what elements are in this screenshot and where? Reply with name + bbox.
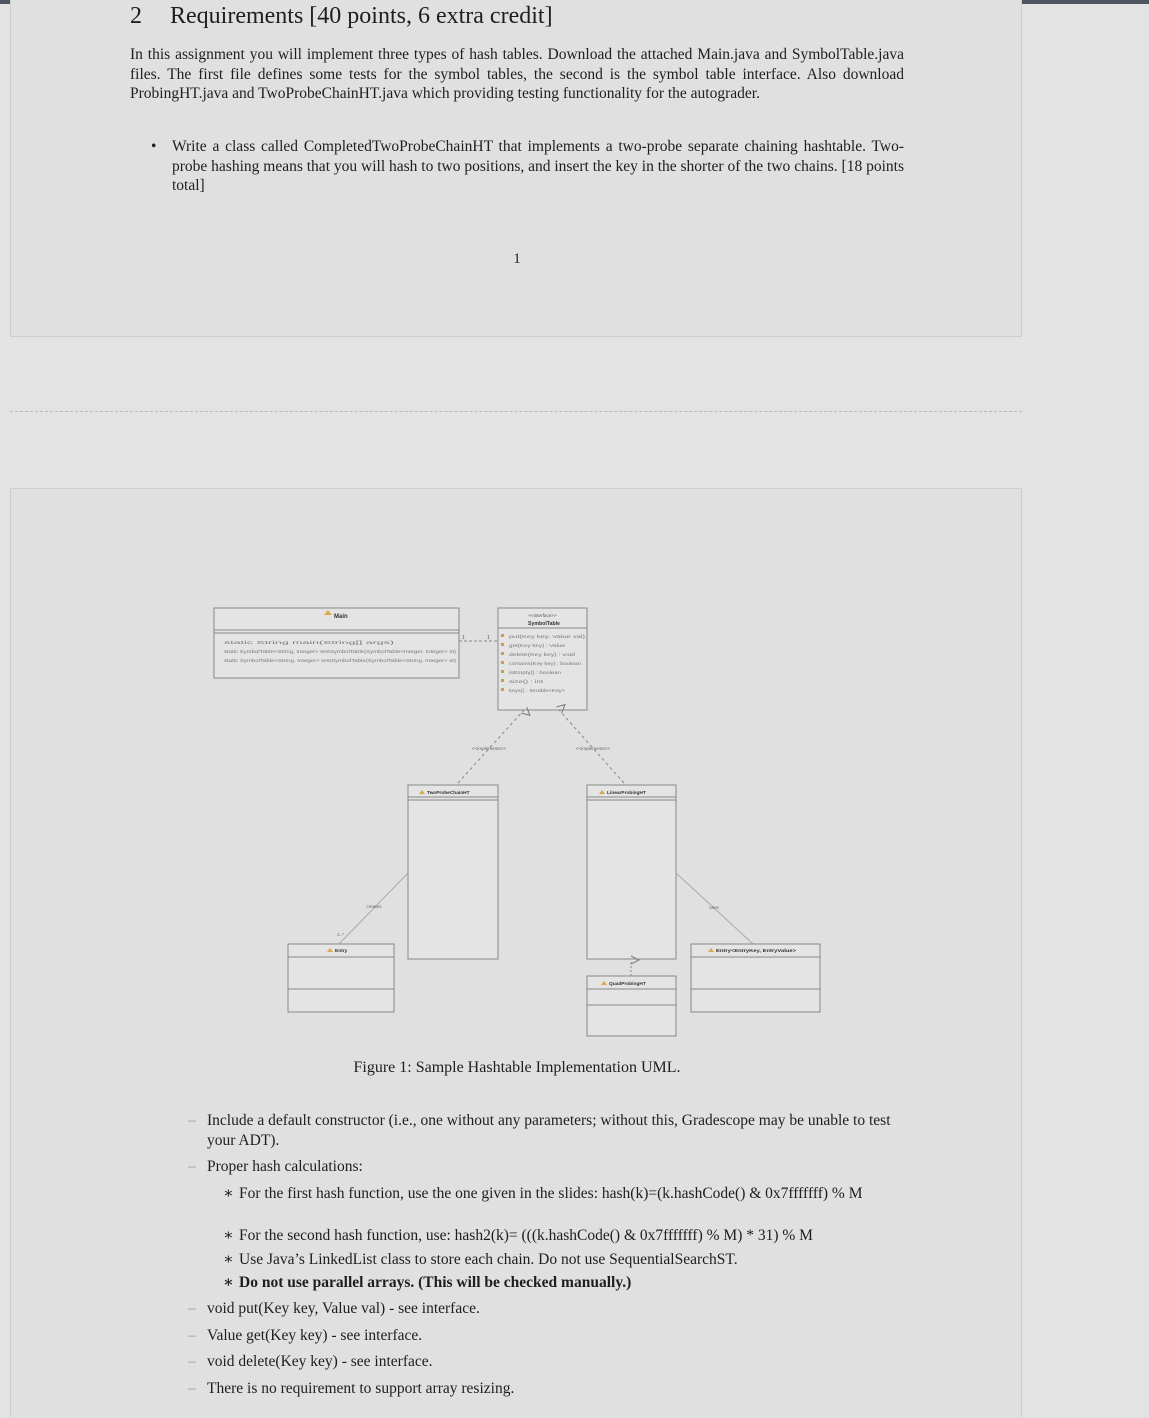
main-mult-left: 1 (462, 635, 465, 641)
method-icon (501, 643, 504, 646)
interface-method-4: contains(Key key) : boolean (509, 661, 582, 666)
req-get (188, 1326, 907, 1346)
interface-method-6: size() : int (509, 679, 545, 684)
sub-hash2 (223, 1226, 907, 1246)
bullet-text: Write a class called CompletedTwoProbeChainHT that implements a two-probe separate chaining hashtable. Two-probe hashing means that you will hash to two positions, and insert the key in the shorter of the two chains. [18 points total] (172, 138, 904, 194)
main-method-2: static SymbolTable<String, Integer> testSymbolTable(SymbolTable<Integer, Integer> st) (224, 649, 457, 654)
bullet-dot-icon: • (151, 138, 157, 155)
quad-probing-class-name: QuadProbingHT (609, 982, 646, 987)
main-class-box (214, 608, 459, 678)
req-delete-text: void delete(Key key) - see interface. (207, 1353, 433, 1370)
document-page-2 (10, 488, 1022, 1418)
star-marker: ∗ (223, 1185, 234, 1202)
req-constructor-text: Include a default constructor (i.e., one without any parameters; without this, Gradescope may be unable to test your ADT). (207, 1112, 891, 1149)
section-heading (130, 3, 553, 30)
req-delete (188, 1352, 907, 1372)
interface-stereotype: <<interface>> (528, 613, 557, 618)
req-constructor (188, 1111, 907, 1150)
linear-probing-class-box (587, 785, 676, 959)
page-number: 1 (513, 251, 521, 267)
two-probe-class-name: TwoProbeChainHT (427, 791, 470, 796)
quad-probing-class-box (587, 976, 676, 1036)
main-mult-right: 1 (487, 635, 490, 641)
uml-diagram (11, 489, 1023, 1049)
method-icon (501, 652, 504, 655)
section-number: 2 (130, 3, 142, 29)
main-method-1: static String main(String[] args) (224, 640, 396, 645)
interface-method-3: delete(Key key) : void (509, 652, 576, 657)
req-put (188, 1299, 907, 1319)
two-probe-chain-class-box (408, 785, 498, 959)
creates-label: creates (366, 904, 382, 909)
bullet-item (151, 137, 904, 196)
main-method-3: static SymbolTable<String, Integer> testSymbolTable(SymbolTable<String, Integer> st) (224, 658, 457, 663)
sub-hash1-text: For the first hash function, use the one given in the slides: hash(k)=(k.hashCode() & 0x7fffffff) % M (239, 1185, 863, 1202)
sub-hash1 (223, 1184, 907, 1204)
figure-caption: Figure 1: Sample Hashtable Implementation UML. (353, 1059, 681, 1076)
interface-method-2: get(Key key) : Value (509, 643, 566, 648)
interface-method-5: isEmpty() : boolean (509, 670, 562, 675)
method-icon (501, 688, 504, 691)
sub-parallel-text: Do not use parallel arrays. (This will be checked manually.) (239, 1274, 632, 1291)
implements-label-right: <<implements>> (575, 746, 611, 751)
method-icon (501, 634, 504, 637)
document-page-1 (10, 0, 1022, 337)
entry-class-box (288, 944, 394, 1012)
entry-generic-class-name: Entry<EntryKey, EntryValue> (716, 948, 797, 953)
req-put-text: void put(Key key, Value val) - see interface. (207, 1300, 480, 1317)
sub-linkedlist-text: Use Java’s LinkedList class to store each chain. Do not use SequentialSearchST. (239, 1251, 738, 1268)
linear-probing-class-name: LinearProbingHT (607, 791, 646, 796)
dash-marker: – (188, 1353, 196, 1370)
uses-label: uses (709, 905, 719, 910)
star-marker: ∗ (223, 1251, 234, 1268)
implements-label-left: <<implements>> (471, 746, 507, 751)
dash-marker: – (188, 1327, 196, 1344)
sub-hash2-text: For the second hash function, use: hash2(k)= (((k.hashCode() & 0x7fffffff) % M) * 31) % M (239, 1227, 813, 1244)
entry-generic-class-box (691, 944, 820, 1012)
req-get-text: Value get(Key key) - see interface. (207, 1327, 423, 1344)
req-hash-calc-text: Proper hash calculations: (207, 1158, 363, 1175)
interface-method-7: keys() : Iterable<Key> (509, 688, 566, 693)
req-resize-text: There is no requirement to support array resizing. (207, 1380, 515, 1397)
method-icon (501, 679, 504, 682)
sub-parallel (223, 1273, 907, 1293)
star-marker: ∗ (223, 1274, 234, 1291)
dash-marker: – (188, 1158, 196, 1175)
req-hash-calc (188, 1157, 907, 1177)
interface-method-1: put(Key key, Value val) (509, 634, 586, 639)
symbol-table-interface-box (498, 608, 587, 710)
creates-multiplicity: 1..* (337, 932, 344, 937)
method-icon (501, 670, 504, 673)
entry-class-name: Entry (335, 949, 348, 954)
dash-marker: – (188, 1380, 196, 1397)
dash-marker: – (188, 1112, 196, 1129)
req-resize (188, 1379, 907, 1399)
method-icon (501, 661, 504, 664)
dash-marker: – (188, 1300, 196, 1317)
page-separator (10, 411, 1022, 412)
section-title: Requirements [40 points, 6 extra credit] (170, 3, 553, 29)
intro-paragraph: In this assignment you will implement three types of hash tables. Download the attached Main.java and SymbolTable.java files. The first file defines some tests for the symbol tables, the second is the symbol table interface. Also download ProbingHT.java and TwoProbeChainHT.java which providing testing functionality for the autograder. (130, 46, 904, 102)
interface-name: SymbolTable (528, 621, 560, 627)
star-marker: ∗ (223, 1227, 234, 1244)
sub-linkedlist (223, 1250, 907, 1270)
main-class-name: Main (334, 614, 348, 620)
